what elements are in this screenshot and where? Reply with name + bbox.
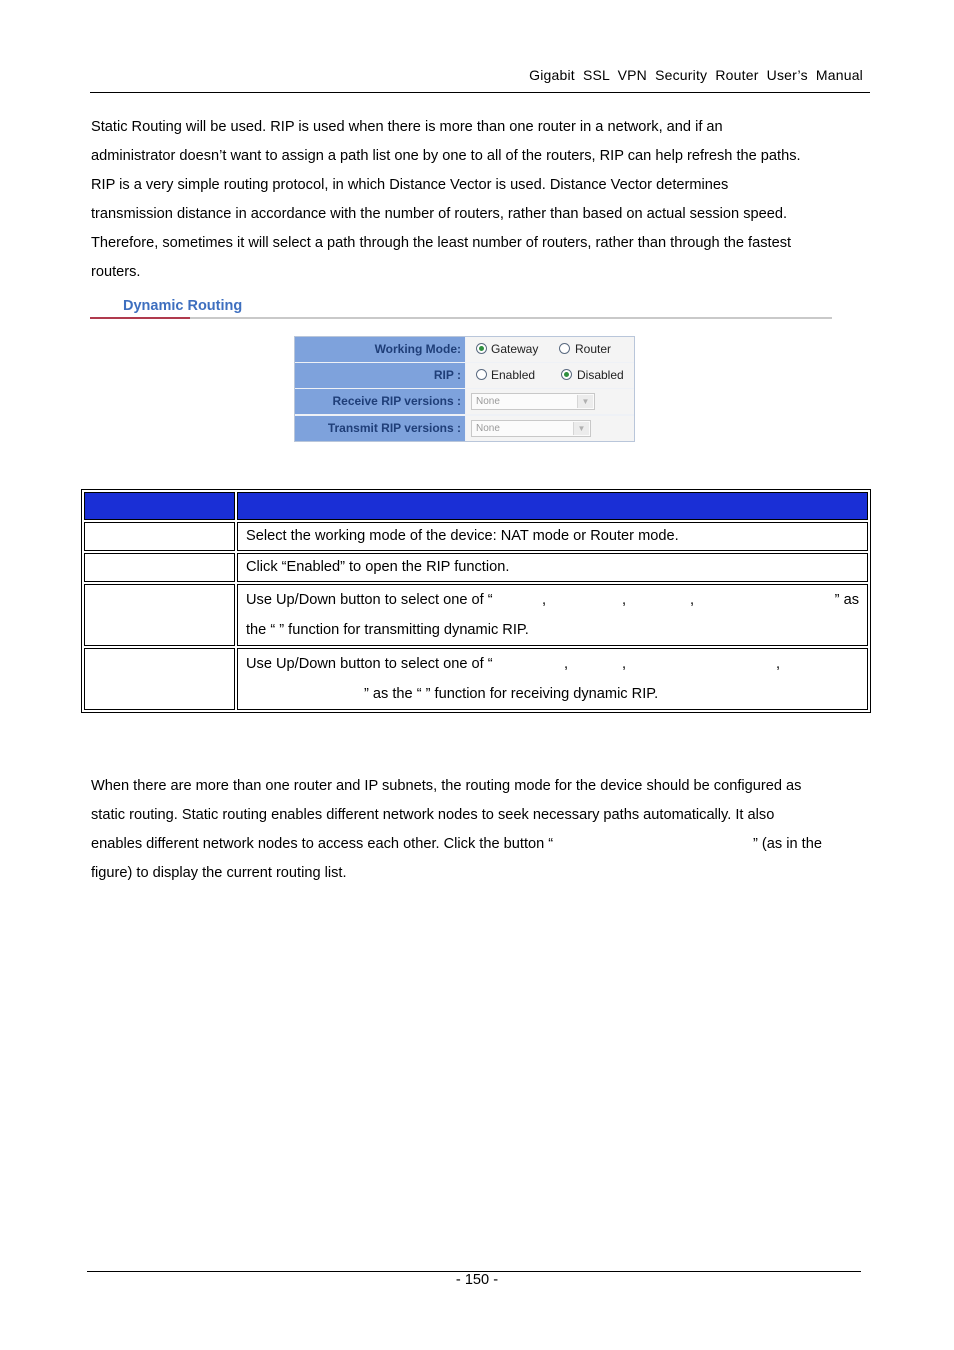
static-line: figure) to display the current routing list. [91, 865, 347, 881]
working-mode-row [295, 337, 634, 363]
table-header-cell [237, 492, 868, 520]
table-row [84, 522, 868, 551]
working-mode-label: Working Mode: [295, 337, 465, 362]
static-line [91, 830, 871, 859]
intro-line: Therefore, sometimes it will select a path through the least number of routers, rather than through the fastest [91, 235, 792, 251]
table-cell-param [84, 522, 235, 551]
static-text: enables different network nodes to access each other. Click the button “ [91, 836, 554, 852]
static-routing-paragraph [91, 772, 871, 888]
static-line: When there are more than one router and IP subnets, the routing mode for the device should be configured as [91, 778, 802, 794]
desc-text: the “ ” function for transmitting dynamic RIP. [246, 622, 529, 638]
intro-paragraph [91, 113, 871, 287]
parameter-table [81, 489, 871, 713]
chevron-down-icon[interactable]: ▼ [577, 395, 593, 408]
receive-rip-value: None [476, 396, 500, 407]
static-text: ” (as in the [753, 836, 822, 852]
intro-line: RIP is a very simple routing protocol, in which Distance Vector is used. Distance Vector determines [91, 177, 729, 193]
table-cell-param [84, 584, 235, 646]
section-divider [90, 317, 832, 319]
receive-rip-label: Receive RIP versions : [295, 389, 465, 414]
intro-line: routers. [91, 264, 141, 280]
radio-rip-disabled-label: Disabled [577, 368, 624, 382]
section-title-dynamic-routing: Dynamic Routing [123, 298, 243, 314]
desc-separator: , [542, 592, 547, 608]
radio-gateway[interactable] [476, 343, 487, 354]
radio-rip-enabled-label: Enabled [491, 368, 536, 382]
transmit-rip-row [295, 416, 634, 442]
table-cell-desc: Click “Enabled” to open the RIP function. [237, 553, 868, 582]
radio-router[interactable] [559, 343, 570, 354]
table-header-row [84, 492, 868, 520]
desc-text: Use Up/Down button to select one of “ [246, 656, 493, 672]
rip-row [295, 363, 634, 389]
intro-line: administrator doesn’t want to assign a path list one by one to all of the routers, RIP can help refresh the paths. [91, 148, 801, 164]
table-cell-desc [237, 584, 868, 646]
desc-separator: , [690, 592, 695, 608]
transmit-rip-label: Transmit RIP versions : [295, 416, 465, 441]
desc-separator: , [622, 592, 627, 608]
table-row [84, 584, 868, 646]
table-cell-param [84, 648, 235, 710]
header-divider [90, 92, 870, 93]
radio-rip-enabled[interactable] [476, 369, 487, 380]
desc-separator: , [622, 656, 627, 672]
transmit-rip-value: None [476, 423, 500, 434]
table-cell-desc [237, 648, 868, 710]
dynamic-routing-form [294, 336, 635, 442]
page-number: - 150 - [455, 1272, 499, 1288]
section-divider-accent [90, 317, 190, 319]
static-line: static routing. Static routing enables different network nodes to seek necessary paths automatically. It also [91, 807, 775, 823]
table-cell-param [84, 553, 235, 582]
receive-rip-select[interactable] [471, 393, 595, 410]
rip-label: RIP : [295, 363, 465, 388]
desc-text: ” as the “ ” function for receiving dynamic RIP. [364, 686, 659, 702]
manual-title: Gigabit SSL VPN Security Router User’s Manual [529, 67, 863, 83]
table-header-cell [84, 492, 235, 520]
desc-text: Use Up/Down button to select one of “ [246, 592, 493, 608]
radio-router-label: Router [575, 342, 612, 356]
receive-rip-row [295, 389, 634, 415]
table-row [84, 553, 868, 582]
table-cell-desc: Select the working mode of the device: NAT mode or Router mode. [237, 522, 868, 551]
chevron-down-icon[interactable]: ▼ [573, 422, 589, 435]
intro-line: transmission distance in accordance with the number of routers, rather than based on actual session speed. [91, 206, 788, 222]
intro-line: Static Routing will be used. RIP is used when there is more than one router in a network, and if an [91, 119, 723, 135]
table-row [84, 648, 868, 710]
desc-separator: , [564, 656, 569, 672]
transmit-rip-select[interactable] [471, 420, 591, 437]
radio-rip-disabled[interactable] [561, 369, 572, 380]
radio-gateway-label: Gateway [491, 342, 539, 356]
desc-separator: , [776, 656, 781, 672]
desc-text: ” as [834, 592, 859, 608]
